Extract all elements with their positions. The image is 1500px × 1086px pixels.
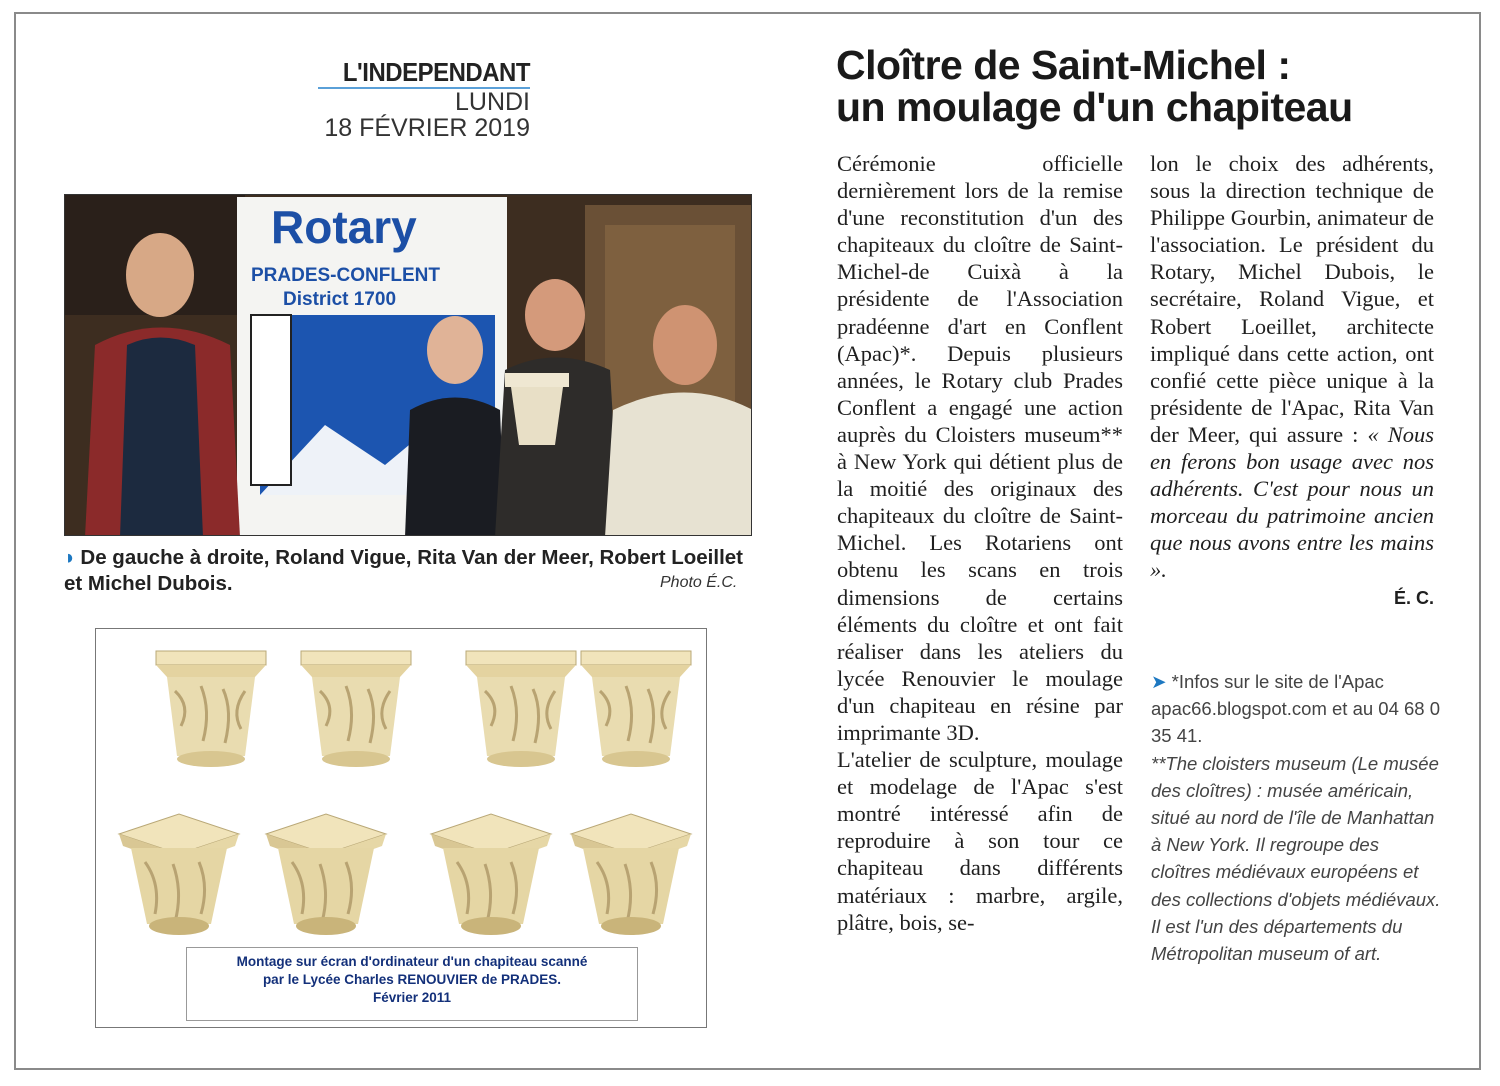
montage-caption — [186, 947, 638, 1021]
montage-caption-line2: par le Lycée Charles RENOUVIER de PRADES. — [262, 972, 562, 987]
banner-line1: PRADES-CONFLENT — [251, 265, 440, 286]
banner-line2: District 1700 — [283, 289, 397, 310]
article-notes — [1151, 668, 1441, 967]
publication-day: LUNDI — [454, 88, 530, 116]
article-quote: « Nous en ferons bon usage avec nos adhérents. C'est pour nous un morceau du patrimoine ancien que nous avons entre les mains ». — [1150, 421, 1435, 583]
article-text: lon le choix des adhérents, sous la direction technique de Philippe Gourbin, animateur de l'association. Le président du Rotary, Michel Dubois, le secrétaire, Roland Vigue, et Robert Loeillet, architecte impliqué dans cette action, ont confié cette pièce unique à la présidente de l'Apac, Rita Van der Meer, qui assure : — [1150, 151, 1434, 447]
author-signature: É. C. — [1393, 587, 1434, 608]
news-photo — [64, 194, 752, 536]
publication-date: 18 FÉVRIER 2019 — [324, 114, 530, 142]
photo-credit: Photo É.C. — [660, 574, 738, 591]
caption-text: De gauche à droite, Roland Vigue, Rita Van der Meer, Robert Loeillet et Michel Dubois. — [64, 546, 743, 595]
article-paragraph: L'atelier de sculpture, moulage et modelage de l'Apac s'est montré intéressé afin de reproduire à son tour ce chapiteau dans différents matériaux : marbre, argile, plâtre, bois, se- — [837, 747, 1123, 935]
article-column-1 — [837, 150, 1123, 936]
newspaper-name: L'INDEPENDANT — [342, 57, 530, 87]
note-2: **The cloisters museum (Le musée des cloîtres) : musée américain, situé au nord de l'île de Manhattan à New York. Il regroupe des cloîtres médiévaux européens et des collections d'objets médiévaux. Il est l'un des départements du Métropolitan museum of art. — [1151, 752, 1441, 965]
note-1 — [1151, 668, 1441, 750]
arrow-icon: ➤ — [1151, 671, 1167, 692]
article-paragraph-continued — [1150, 150, 1434, 584]
article-column-2 — [1150, 150, 1434, 612]
caption-marker-icon: ◗ — [64, 546, 77, 569]
photo-scene — [65, 195, 752, 536]
montage-caption-line1: Montage sur écran d'ordinateur d'un chapiteau scanné — [236, 954, 588, 969]
banner-title: Rotary — [271, 201, 417, 253]
masthead — [300, 58, 530, 141]
note-1-text: *Infos sur le site de l'Apac apac66.blogspot.com et au 04 68 0 35 41. — [1151, 671, 1441, 747]
article-headline — [836, 44, 1456, 128]
headline-line1: Cloître de Saint-Michel : — [836, 42, 1291, 88]
montage-caption-line3: Février 2011 — [372, 990, 452, 1005]
photo-caption — [64, 545, 754, 597]
headline-line2: un moulage d'un chapiteau — [836, 84, 1353, 130]
article-paragraph: Cérémonie officielle dernièrement lors de la remise d'une reconstitution d'un des chapiteaux du cloître de Saint-Michel-de Cuixà à la présidente de l'Association pradéenne d'art en Conflent (Apac)*. Depuis plusieurs années, le Rotary club Prades Conflent a engagé une action auprès du Cloisters museum** à New York qui détient plus de la moitié des originaux des chapiteaux du cloître de Saint-Michel. Les Rotariens ont obtenu les scans en trois dimensions de certains éléments du cloître et ont fait réaliser dans les ateliers du lycée Renouvier le moulage d'un chapiteau en résine par imprimante 3D. — [837, 151, 1123, 745]
